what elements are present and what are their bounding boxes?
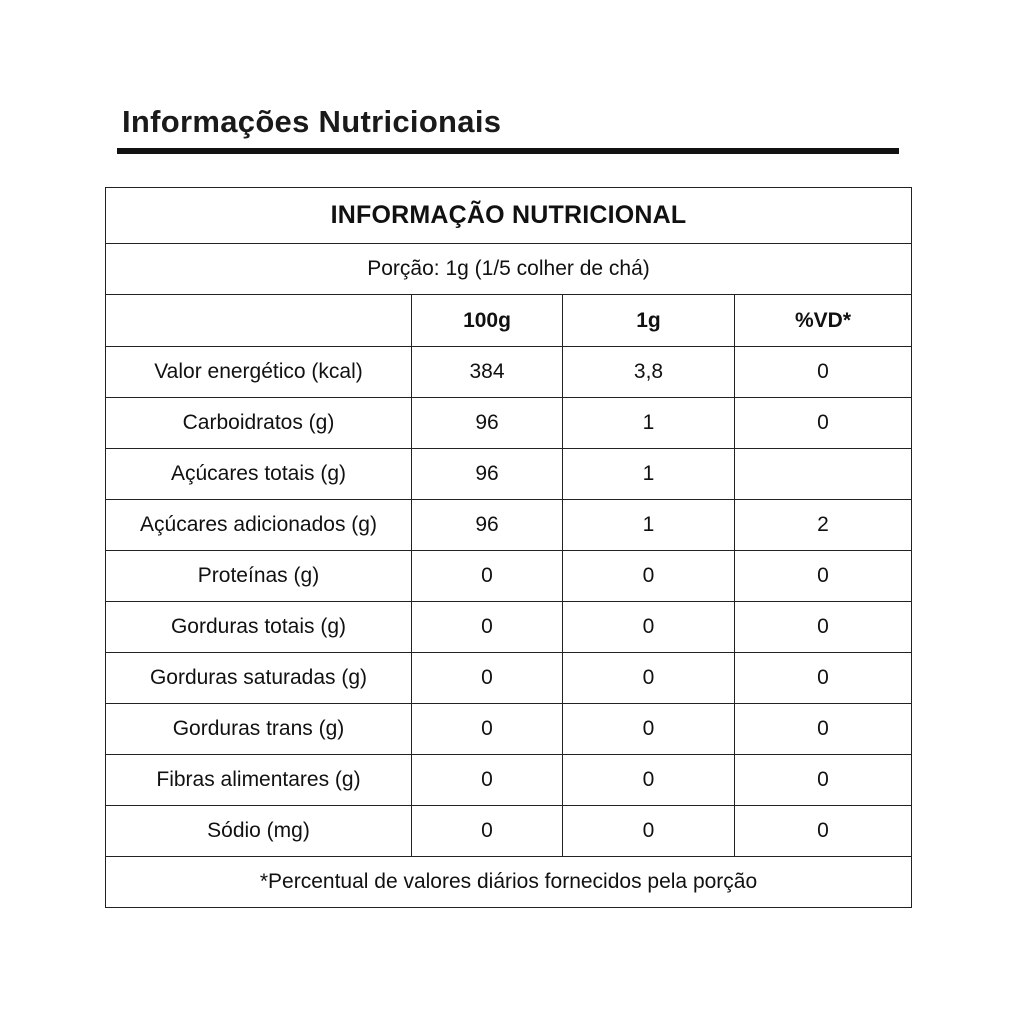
- value-100g: 0: [412, 551, 563, 602]
- footnote-row: [106, 857, 912, 908]
- value-vd: 0: [735, 602, 912, 653]
- table-row: [106, 602, 912, 653]
- value-1g: 1: [563, 500, 735, 551]
- table-row: [106, 755, 912, 806]
- value-vd: 2: [735, 500, 912, 551]
- value-vd: [735, 449, 912, 500]
- value-vd: 0: [735, 704, 912, 755]
- column-header-label: [106, 295, 412, 347]
- value-100g: 384: [412, 347, 563, 398]
- value-1g: 1: [563, 449, 735, 500]
- nutrient-label: Fibras alimentares (g): [106, 755, 412, 806]
- value-100g: 0: [412, 806, 563, 857]
- nutrient-label: Gorduras trans (g): [106, 704, 412, 755]
- value-1g: 3,8: [563, 347, 735, 398]
- nutrient-label: Carboidratos (g): [106, 398, 412, 449]
- portion-row: [106, 244, 912, 295]
- table-row: [106, 704, 912, 755]
- value-100g: 0: [412, 755, 563, 806]
- value-100g: 0: [412, 704, 563, 755]
- value-1g: 0: [563, 551, 735, 602]
- value-1g: 1: [563, 398, 735, 449]
- value-vd: 0: [735, 551, 912, 602]
- nutrient-label: Açúcares adicionados (g): [106, 500, 412, 551]
- value-vd: 0: [735, 398, 912, 449]
- nutrition-table: [105, 187, 912, 908]
- value-100g: 0: [412, 653, 563, 704]
- table-row: [106, 449, 912, 500]
- value-100g: 96: [412, 449, 563, 500]
- value-100g: 96: [412, 500, 563, 551]
- value-vd: 0: [735, 653, 912, 704]
- table-row: [106, 398, 912, 449]
- table-row: [106, 500, 912, 551]
- nutrient-label: Gorduras saturadas (g): [106, 653, 412, 704]
- value-100g: 0: [412, 602, 563, 653]
- value-1g: 0: [563, 806, 735, 857]
- table-title: INFORMAÇÃO NUTRICIONAL: [106, 188, 912, 244]
- table-row: [106, 653, 912, 704]
- table-row: [106, 347, 912, 398]
- value-1g: 0: [563, 602, 735, 653]
- column-header-row: [106, 295, 912, 347]
- value-1g: 0: [563, 704, 735, 755]
- nutrient-label: Açúcares totais (g): [106, 449, 412, 500]
- table-title-row: [106, 188, 912, 244]
- value-vd: 0: [735, 755, 912, 806]
- heading-underline: [117, 148, 899, 154]
- nutrient-label: Sódio (mg): [106, 806, 412, 857]
- nutrient-label: Valor energético (kcal): [106, 347, 412, 398]
- page-heading: Informações Nutricionais: [122, 104, 502, 139]
- value-100g: 96: [412, 398, 563, 449]
- footnote-text: *Percentual de valores diários fornecidos pela porção: [106, 857, 912, 908]
- table-row: [106, 806, 912, 857]
- column-header-1g: 1g: [563, 295, 735, 347]
- value-1g: 0: [563, 755, 735, 806]
- value-1g: 0: [563, 653, 735, 704]
- nutrient-label: Gorduras totais (g): [106, 602, 412, 653]
- column-header-100g: 100g: [412, 295, 563, 347]
- value-vd: 0: [735, 806, 912, 857]
- table-row: [106, 551, 912, 602]
- portion-text: Porção: 1g (1/5 colher de chá): [106, 244, 912, 295]
- nutrient-rows: [106, 347, 912, 908]
- column-header-vd: %VD*: [735, 295, 912, 347]
- nutrient-label: Proteínas (g): [106, 551, 412, 602]
- value-vd: 0: [735, 347, 912, 398]
